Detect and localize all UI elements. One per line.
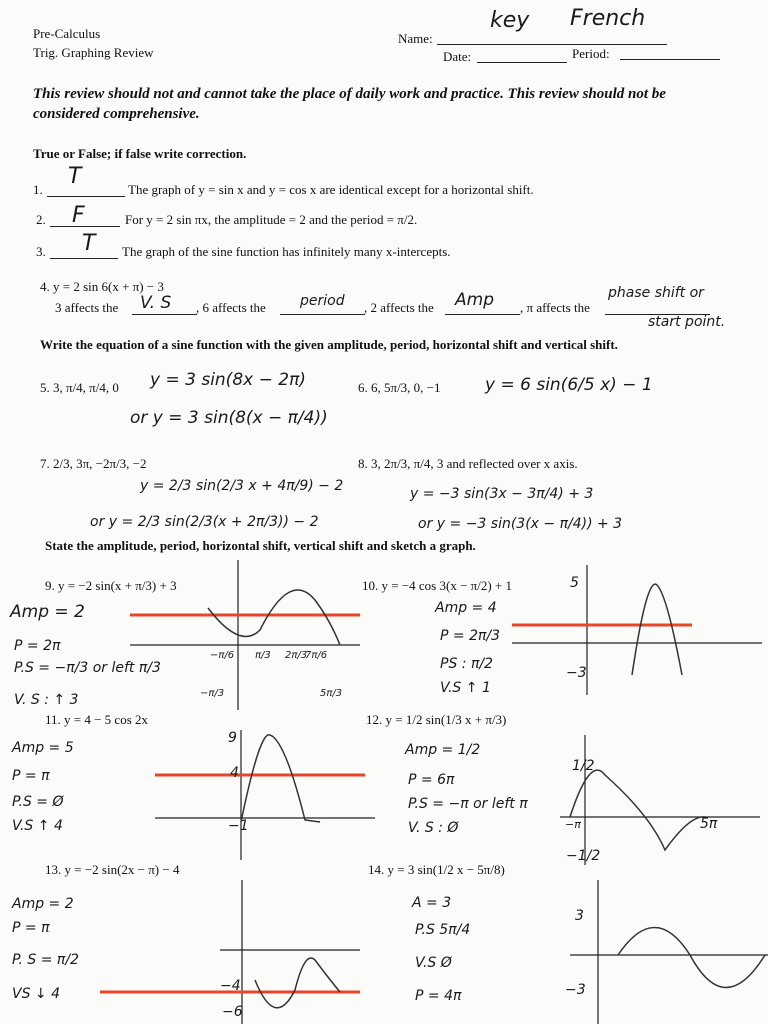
- q9-tick-1: −π/6: [210, 650, 235, 661]
- date-label: Date:: [443, 49, 472, 64]
- q12-xmin: −π: [565, 818, 581, 831]
- q11-ymid: 4: [230, 765, 239, 781]
- q10-amp: Amp = 4: [435, 600, 497, 616]
- q4-answer-4a: phase shift or: [608, 285, 704, 301]
- q4-blank-1[interactable]: [132, 314, 197, 315]
- q10-period: P = 2π/3: [440, 628, 501, 644]
- q12-xmax: 5π: [700, 816, 718, 832]
- q4-answer-1: V. S: [140, 293, 172, 313]
- graph-heading: State the amplitude, period, horizontal shift, vertical shift and sketch a graph.: [45, 538, 476, 553]
- q9-tick-4: 7π/6: [305, 650, 328, 661]
- q7-answer-1: y = 2/3 sin(2/3 x + 4π/9) − 2: [140, 478, 344, 494]
- q4-answer-4b: start point.: [648, 314, 726, 330]
- q10-phase-shift: PS : π/2: [440, 656, 493, 672]
- q7-prompt: 7. 2/3, 3π, −2π/3, −2: [40, 456, 147, 471]
- q12-period: P = 6π: [408, 772, 455, 788]
- name-label: Name:: [398, 31, 433, 46]
- period-label: Period:: [572, 46, 610, 61]
- q10-ymin: −3: [566, 665, 587, 681]
- tf-text-3: The graph of the sine function has infinitely many x-intercepts.: [122, 244, 451, 259]
- tf-num-3: 3.: [36, 244, 46, 259]
- q14-phase-shift: P.S 5π/4: [415, 922, 471, 938]
- q12-vertical-shift: V. S : Ø: [408, 820, 459, 836]
- q10-ymax: 5: [570, 575, 579, 591]
- q5-prompt: 5. 3, π/4, π/4, 0: [40, 380, 119, 395]
- q13-prompt: 13. y = −2 sin(2x − π) − 4: [45, 862, 180, 877]
- q4-answer-3: Amp: [455, 290, 494, 310]
- q8-prompt: 8. 3, 2π/3, π/4, 3 and reflected over x axis.: [358, 456, 578, 471]
- course-name: Pre-Calculus: [33, 26, 101, 41]
- q8-answer-2: or y = −3 sin(3(x − π/4)) + 3: [418, 516, 623, 532]
- q14-graph: [570, 880, 768, 1024]
- tf-answer-2: F: [72, 203, 85, 228]
- sine-heading: Write the equation of a sine function with the given amplitude, period, horizontal shift and vertical shift.: [40, 337, 618, 352]
- name-line[interactable]: [437, 44, 667, 45]
- tf-answer-1: T: [68, 164, 82, 189]
- q4-blank-2[interactable]: [280, 314, 365, 315]
- tf-blank-1[interactable]: [47, 196, 125, 197]
- period-line[interactable]: [620, 59, 720, 60]
- q8-answer-1: y = −3 sin(3x − 3π/4) + 3: [410, 486, 594, 502]
- q14-amp: A = 3: [412, 895, 452, 911]
- q12-ymax: 1/2: [572, 758, 595, 774]
- q11-period: P = π: [12, 768, 50, 784]
- q12-amp: Amp = 1/2: [405, 742, 481, 758]
- q13-ymin: −6: [222, 1004, 243, 1020]
- q13-phase-shift: P. S = π/2: [12, 952, 79, 968]
- q9-amp: Amp = 2: [10, 602, 85, 622]
- q11-amp: Amp = 5: [12, 740, 74, 756]
- q13-vertical-shift: VS ↓ 4: [12, 986, 61, 1002]
- q11-ymax: 9: [228, 730, 237, 746]
- q12-prompt: 12. y = 1/2 sin(1/3 x + π/3): [366, 712, 507, 727]
- q12-graph: [560, 735, 760, 865]
- q14-period: P = 4π: [415, 988, 462, 1004]
- q11-prompt: 11. y = 4 − 5 cos 2x: [45, 712, 149, 727]
- q9-period: P = 2π: [14, 638, 61, 654]
- q4-part2: , 6 affects the: [196, 300, 266, 315]
- q10-vertical-shift: V.S ↑ 1: [440, 680, 491, 696]
- q12-ymin: −1/2: [566, 848, 601, 864]
- q4-equation: 4. y = 2 sin 6(x + π) − 3: [40, 279, 164, 294]
- date-line[interactable]: [477, 62, 567, 63]
- q5-answer-1: y = 3 sin(8x − 2π): [150, 370, 306, 390]
- q11-vertical-shift: V.S ↑ 4: [12, 818, 63, 834]
- tf-heading: True or False; if false write correction.: [33, 146, 247, 161]
- name-value-key: key: [490, 8, 530, 33]
- q4-part3: , 2 affects the: [364, 300, 434, 315]
- q9-tick-2: π/3: [255, 650, 271, 661]
- tf-blank-2[interactable]: [50, 226, 120, 227]
- q11-graph: [155, 730, 375, 860]
- q9-prompt: 9. y = −2 sin(x + π/3) + 3: [45, 578, 177, 593]
- q4-blank-3[interactable]: [445, 314, 520, 315]
- tf-num-1: 1.: [33, 182, 43, 197]
- q14-vertical-shift: V.S Ø: [415, 955, 452, 971]
- q5-answer-2: or y = 3 sin(8(x − π/4)): [130, 408, 328, 428]
- q10-graph: [512, 565, 762, 695]
- q6-prompt: 6. 6, 5π/3, 0, −1: [358, 380, 441, 395]
- q9-tick-6: −π/3: [200, 688, 225, 699]
- q13-ymid: −4: [220, 978, 241, 994]
- q6-answer-1: y = 6 sin(6/5 x) − 1: [485, 375, 653, 395]
- q12-phase-shift: P.S = −π or left π: [408, 796, 528, 812]
- q13-graph: [100, 880, 360, 1024]
- q13-period: P = π: [12, 920, 50, 936]
- q7-answer-2: or y = 2/3 sin(2/3(x + 2π/3)) − 2: [90, 514, 319, 530]
- tf-num-2: 2.: [36, 212, 46, 227]
- q9-tick-3: 2π/3: [285, 650, 308, 661]
- q13-amp: Amp = 2: [12, 896, 74, 912]
- worksheet-title: Trig. Graphing Review: [33, 45, 154, 60]
- q4-part1: 3 affects the: [55, 300, 119, 315]
- q10-prompt: 10. y = −4 cos 3(x − π/2) + 1: [362, 578, 512, 593]
- q4-part4: , π affects the: [520, 300, 590, 315]
- tf-text-2: For y = 2 sin πx, the amplitude = 2 and the period = π/2.: [125, 212, 418, 227]
- q9-phase-shift: P.S = −π/3 or left π/3: [14, 660, 161, 676]
- q14-ymin: −3: [565, 982, 586, 998]
- q9-vertical-shift: V. S : ↑ 3: [14, 692, 79, 708]
- q4-answer-2: period: [300, 293, 345, 309]
- tf-answer-3: T: [82, 231, 96, 256]
- q11-ymin: −1: [228, 818, 249, 834]
- q9-tick-5: 5π/3: [320, 688, 343, 699]
- q14-prompt: 14. y = 3 sin(1/2 x − 5π/8): [368, 862, 505, 877]
- q11-phase-shift: P.S = Ø: [12, 794, 64, 810]
- q14-ymax: 3: [575, 908, 584, 924]
- tf-text-1: The graph of y = sin x and y = cos x are identical except for a horizontal shift.: [128, 182, 534, 197]
- disclaimer-text: This review should not and cannot take the place of daily work and practice. This review should not be considered comprehensive.: [33, 86, 666, 122]
- tf-blank-3[interactable]: [50, 258, 118, 259]
- name-value-french: French: [570, 6, 646, 31]
